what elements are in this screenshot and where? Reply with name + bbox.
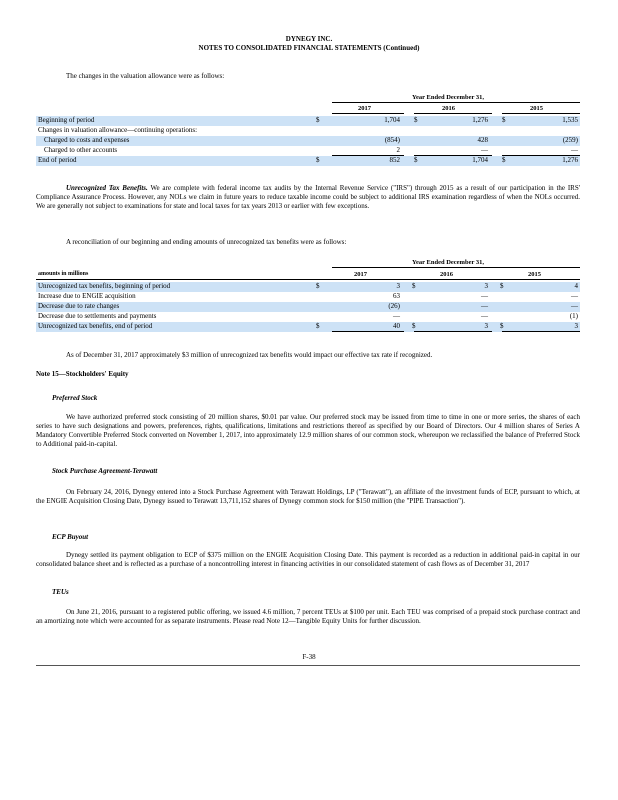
value-2017: 40 bbox=[393, 322, 400, 330]
valuation-header-rule bbox=[332, 102, 580, 103]
value-2017: 63 bbox=[393, 292, 400, 300]
terawatt-heading: Stock Purchase Agreement-Terawatt bbox=[52, 467, 158, 475]
dollar-sign: $ bbox=[500, 322, 504, 330]
value-2015: 1,276 bbox=[562, 156, 578, 164]
row-label: Unrecognized tax benefits, end of period bbox=[38, 322, 153, 330]
valuation-table bbox=[36, 116, 580, 166]
table-row bbox=[36, 146, 580, 156]
reconciliation-intro: A reconciliation of our beginning and ending amounts of unrecognized tax benefits were as follows: bbox=[66, 238, 347, 246]
valuation-col1-rule bbox=[332, 113, 404, 114]
value-2017: (26) bbox=[388, 302, 400, 310]
teu-heading: TEUs bbox=[52, 588, 69, 596]
dollar-sign: $ bbox=[502, 116, 506, 124]
dollar-sign: $ bbox=[414, 156, 418, 164]
valuation-subtotal-rule-2 bbox=[414, 155, 492, 156]
terawatt-paragraph: On February 24, 2016, Dynegy entered into a Stock Purchase Agreement with Terawatt Holdings, LP ("Terawatt"), an affiliate of the investment funds of ECP, pursuant to which, at the ENGIE Acquisition Closing Date, Dynegy issued to Terawatt 13,711,152 shares of Dynegy common stock for $150 million (the "PIPE Transaction"). bbox=[36, 488, 580, 505]
reconciliation-period-header: Year Ended December 31, bbox=[412, 259, 484, 266]
value-2016: 3 bbox=[484, 282, 488, 290]
valuation-subtotal-rule-3 bbox=[502, 155, 580, 156]
table-row bbox=[36, 136, 580, 146]
value-2015: — bbox=[571, 292, 578, 300]
value-2016: 3 bbox=[484, 322, 488, 330]
preferred-heading: Preferred Stock bbox=[52, 394, 98, 402]
utb-text: We are complete with federal income tax audits by the Internal Revenue Service ("IRS") through 2015 as a result of our participation in the IRS' Compliance Assurance Process. However, any NOLs we claim in future years to reduce taxable income could be subject to additional IRS examination regardless of when the NOLs occurred. We are generally not subject to examinations for state and local taxes for tax years 2013 or earlier with few exceptions. bbox=[36, 184, 580, 210]
value-2015: 1,535 bbox=[562, 116, 578, 124]
reconciliation-subtotal-rule-2 bbox=[414, 331, 492, 332]
table-row bbox=[36, 302, 580, 312]
value-2015: 3 bbox=[574, 322, 578, 330]
value-2016: 1,276 bbox=[472, 116, 488, 124]
valuation-year-2016: 2016 bbox=[442, 105, 455, 112]
table-row bbox=[36, 312, 580, 322]
reconciliation-subtotal-rule-3 bbox=[502, 331, 580, 332]
value-2015: — bbox=[571, 302, 578, 310]
valuation-period-header: Year Ended December 31, bbox=[412, 94, 484, 101]
row-label: Decrease due to rate changes bbox=[38, 302, 120, 310]
row-label: Beginning of period bbox=[38, 116, 95, 124]
dollar-sign: $ bbox=[412, 282, 416, 290]
reconciliation-header-bottom-rule bbox=[36, 279, 580, 280]
value-2016: — bbox=[481, 292, 488, 300]
value-2015: (1) bbox=[569, 312, 578, 320]
dollar-sign: $ bbox=[316, 156, 320, 164]
preferred-paragraph: We have authorized preferred stock consisting of 20 million shares, $0.01 par value. Our preferred stock may be issued from time to time in one or more series, the shares of each series to have such designations and powers, preferences, rights, qualifications, limitations and restrictions thereof as specified by our Board of Directors. Our 4 million shares of Series A Mandatory Convertible Preferred Stock converted on November 1, 2017, into approximately 12.9 million shares of our common stock, whereupon we reclassified the balance of Preferred Stock to Additional paid-in-capital. bbox=[36, 413, 580, 448]
valuation-year-2017: 2017 bbox=[358, 105, 371, 112]
ecp-heading: ECP Buyout bbox=[52, 533, 89, 541]
valuation-col2-rule bbox=[414, 113, 492, 114]
units-label: amounts in millions bbox=[38, 271, 89, 277]
value-2016: — bbox=[481, 146, 488, 154]
row-label: Charged to costs and expenses bbox=[44, 136, 130, 144]
table-row bbox=[36, 322, 580, 332]
valuation-col3-rule bbox=[502, 113, 580, 114]
table-row bbox=[36, 282, 580, 292]
page-number: F-38 bbox=[302, 653, 316, 661]
utb-paragraph bbox=[36, 184, 580, 211]
reconciliation-year-2016: 2016 bbox=[440, 271, 453, 278]
valuation-intro: The changes in the valuation allowance were as follows: bbox=[66, 72, 225, 80]
utb-heading: Unrecognized Tax Benefits. bbox=[66, 184, 148, 192]
value-2017: 2 bbox=[396, 146, 400, 154]
page-title: NOTES TO CONSOLIDATED FINANCIAL STATEMENTS (Continued) bbox=[198, 44, 420, 52]
value-2016: — bbox=[481, 302, 488, 310]
row-label: End of period bbox=[38, 156, 77, 164]
value-2016: — bbox=[481, 312, 488, 320]
value-2017: 3 bbox=[396, 282, 400, 290]
footer-rule bbox=[36, 665, 580, 666]
valuation-year-2015: 2015 bbox=[530, 105, 543, 112]
table-row bbox=[36, 292, 580, 302]
reconciliation-header-rule bbox=[332, 267, 580, 268]
teu-paragraph: On June 21, 2016, pursuant to a registered public offering, we issued 4.6 million, 7 percent TEUs at $100 per unit. Each TEU was comprised of a prepaid stock purchase contract and an amortizing note which were accounted for as separate instruments. Please read Note 12—Tangible Equity Units for further discussion. bbox=[36, 608, 580, 625]
value-2015: 4 bbox=[574, 282, 578, 290]
value-2015: — bbox=[571, 146, 578, 154]
reconciliation-subtotal-rule-1 bbox=[332, 331, 404, 332]
reconciliation-year-2015: 2015 bbox=[528, 271, 541, 278]
dollar-sign: $ bbox=[414, 116, 418, 124]
ecp-paragraph: Dynegy settled its payment obligation to ECP of $375 million on the ENGIE Acquisition Closing Date. This payment is recorded as a reduction in additional paid-in capital in our consolidated balance sheet and is reflected as a purchase of a noncontrolling interest in financing activities in our consolidated statement of cash flows as of December 31, 2017 bbox=[36, 551, 580, 568]
reconciliation-year-2017: 2017 bbox=[354, 271, 367, 278]
table-row bbox=[36, 126, 580, 136]
row-label: Changes in valuation allowance—continuing operations: bbox=[38, 126, 198, 134]
value-2016: 428 bbox=[477, 136, 488, 144]
value-2016: 1,704 bbox=[472, 156, 488, 164]
value-2017: — bbox=[393, 312, 400, 320]
row-label: Charged to other accounts bbox=[44, 146, 118, 154]
value-2017: (854) bbox=[384, 136, 400, 144]
row-label: Unrecognized tax benefits, beginning of period bbox=[38, 282, 171, 290]
valuation-subtotal-rule-1 bbox=[332, 155, 404, 156]
table-row bbox=[36, 156, 580, 166]
dollar-sign: $ bbox=[502, 156, 506, 164]
utb-impact-note: As of December 31, 2017 approximately $3 million of unrecognized tax benefits would impact our effective tax rate if recognized. bbox=[66, 351, 433, 359]
dollar-sign: $ bbox=[316, 116, 320, 124]
row-label: Increase due to ENGIE acquisition bbox=[38, 292, 136, 300]
reconciliation-table bbox=[36, 282, 580, 332]
dollar-sign: $ bbox=[316, 282, 320, 290]
note15-title: Note 15—Stockholders' Equity bbox=[36, 370, 129, 378]
dollar-sign: $ bbox=[412, 322, 416, 330]
table-row bbox=[36, 116, 580, 126]
value-2017: 1,704 bbox=[384, 116, 400, 124]
value-2015: (259) bbox=[562, 136, 578, 144]
value-2017: 852 bbox=[389, 156, 400, 164]
company-name: DYNEGY INC. bbox=[285, 35, 333, 43]
row-label: Decrease due to settlements and payments bbox=[38, 312, 157, 320]
dollar-sign: $ bbox=[316, 322, 320, 330]
dollar-sign: $ bbox=[500, 282, 504, 290]
